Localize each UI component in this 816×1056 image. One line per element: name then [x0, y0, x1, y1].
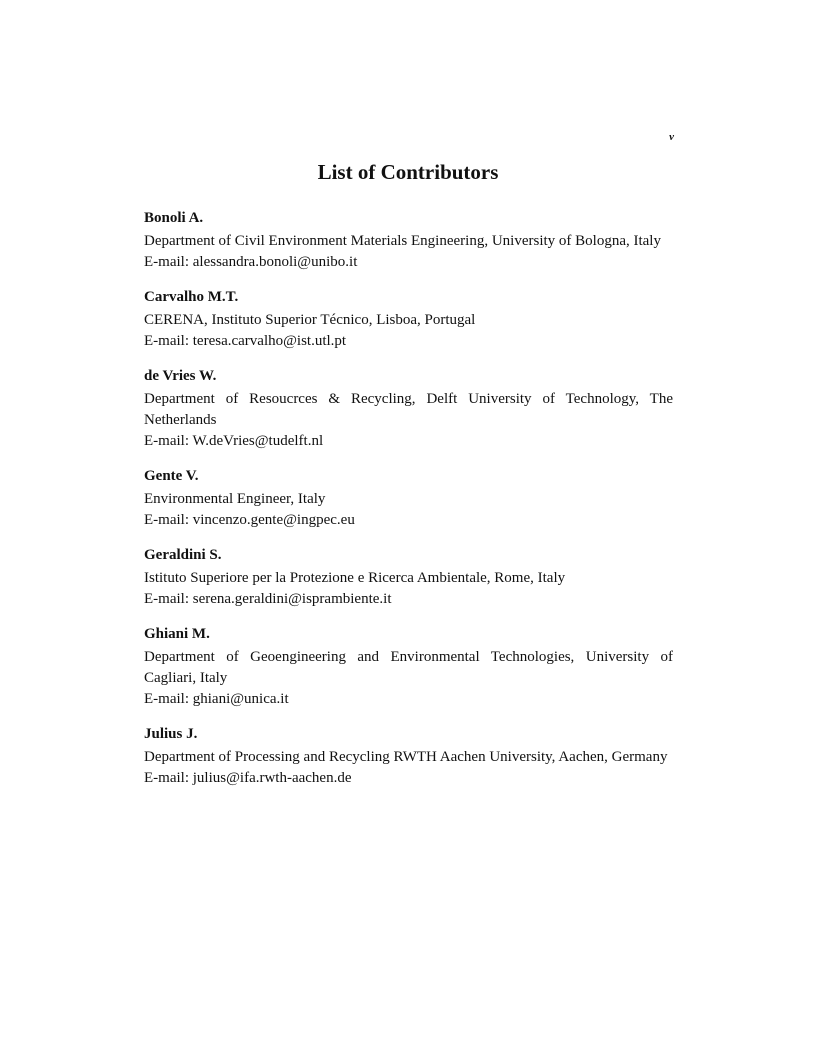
page-title: List of Contributors [317, 160, 499, 184]
contributor-email-line [144, 589, 673, 610]
email-label: E-mail: [144, 512, 193, 528]
contributor-email-line [144, 252, 673, 273]
contributor-entry [144, 366, 673, 452]
contributor-name: Carvalho M.T. [144, 289, 239, 305]
contributor-affiliation: Department of Geoengineering and Environmental Technologies, University of Cagliari, Italy [144, 649, 673, 686]
contributor-entry [144, 466, 673, 531]
contributor-name: Geraldini S. [144, 547, 222, 563]
contributor-affiliation: Istituto Superiore per la Protezione e Ricerca Ambientale, Rome, Italy [144, 570, 566, 586]
contributor-name: Gente V. [144, 468, 199, 484]
email-label: E-mail: [144, 333, 193, 349]
contributor-entry [144, 624, 673, 710]
contributor-affiliation: Environmental Engineer, Italy [144, 491, 326, 507]
contributor-name: Bonoli A. [144, 210, 204, 226]
contributor-entry [144, 724, 673, 789]
email-label: E-mail: [144, 433, 193, 449]
page-number: v [669, 131, 674, 143]
contributor-email: julius@ifa.rwth-aachen.de [192, 770, 352, 786]
contributor-affiliation: CERENA, Instituto Superior Técnico, Lisboa, Portugal [144, 312, 476, 328]
contributor-name: Julius J. [144, 726, 198, 742]
contributor-email-line [144, 768, 673, 789]
contributor-email-line [144, 331, 673, 352]
email-label: E-mail: [144, 770, 193, 786]
contributor-email: W.deVries@tudelft.nl [192, 433, 324, 449]
contributor-email: ghiani@unica.it [192, 691, 289, 707]
contributor-list [144, 208, 673, 803]
contributor-email: alessandra.bonoli@unibo.it [192, 254, 358, 270]
contributor-email: teresa.carvalho@ist.utl.pt [192, 333, 347, 349]
email-label: E-mail: [144, 691, 193, 707]
contributor-email-line [144, 510, 673, 531]
contributor-email: serena.geraldini@isprambiente.it [192, 591, 392, 607]
contributor-name: de Vries W. [144, 368, 217, 384]
email-label: E-mail: [144, 591, 193, 607]
contributor-email-line [144, 431, 673, 452]
contributor-entry [144, 208, 673, 273]
contributor-entry [144, 287, 673, 352]
contributor-name: Ghiani M. [144, 626, 210, 642]
contributor-entry [144, 545, 673, 610]
contributor-affiliation: Department of Civil Environment Materials Engineering, University of Bologna, Italy [144, 233, 661, 249]
contributor-email: vincenzo.gente@ingpec.eu [192, 512, 355, 528]
contributor-affiliation: Department of Resoucrces & Recycling, Delft University of Technology, The Netherlands [144, 391, 673, 428]
contributor-email-line [144, 689, 673, 710]
email-label: E-mail: [144, 254, 193, 270]
contributor-affiliation: Department of Processing and Recycling RWTH Aachen University, Aachen, Germany [144, 749, 668, 765]
